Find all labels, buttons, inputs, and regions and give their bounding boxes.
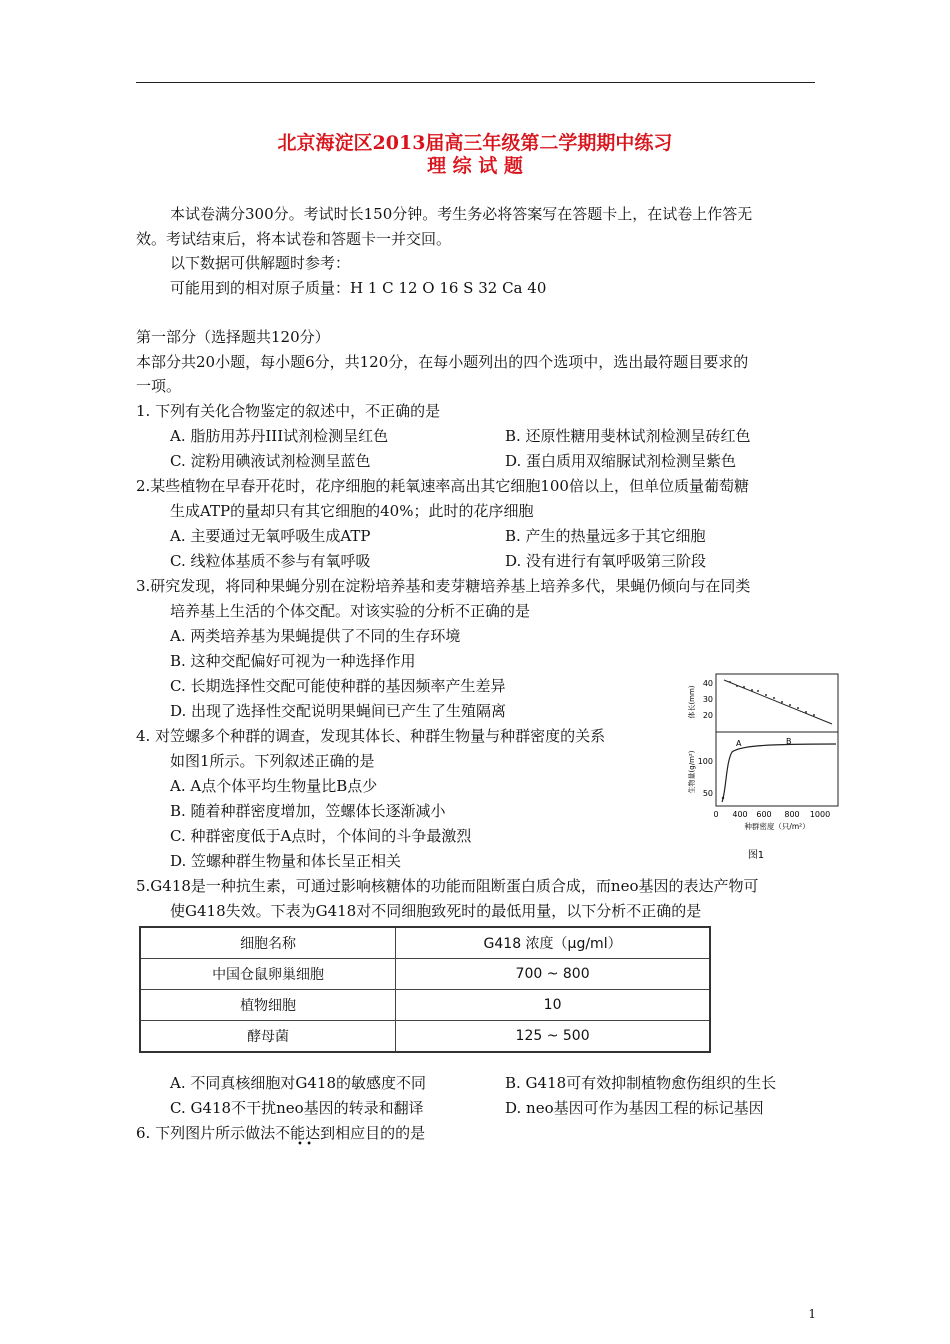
q5-stem-1: 5.G418是一种抗生素，可通过影响核糖体的功能而阻断蛋白质合成，而neo基因的表达产物可 [136, 877, 759, 895]
q1-option-a: A. 脂肪用苏丹III试剂检测呈红色 [170, 427, 389, 445]
q1-option-d: D. 蛋白质用双缩脲试剂检测呈紫色 [505, 452, 737, 470]
q6-stem: 6. 下列图片所示做法不能达到相应目的的是 [136, 1124, 426, 1142]
q1-option-b: B. 还原性糖用斐林试剂检测呈砖红色 [505, 427, 751, 445]
xtick-800: 800 [784, 810, 800, 819]
q5-stem-2: 使G418失效。下表为G418对不同细胞致死时的最低用量，以下分析不正确的是 [170, 902, 702, 920]
q5-option-d: D. neo基因可作为基因工程的标记基因 [505, 1099, 764, 1117]
table-row [140, 1021, 710, 1053]
length-trend-line [724, 680, 832, 724]
point-b-label: B [786, 737, 792, 746]
q3-stem-2: 培养基上生活的个体交配。对该实验的分析不正确的是 [170, 602, 531, 620]
part1-desc-2: 一项。 [136, 377, 182, 395]
bottom-ylabel: 生物量(g/m²) [688, 750, 696, 794]
q4-stem-2: 如图1所示。下列叙述正确的是 [170, 752, 375, 770]
biomass-point [722, 797, 724, 799]
top-ytick-20: 20 [702, 711, 713, 720]
figure-1 [682, 672, 842, 864]
q3-option-c: C. 长期选择性交配可能使种群的基因频率产生差异 [170, 677, 506, 695]
q4-option-b: B. 随着种群密度增加，笠螺体长逐渐减小 [170, 802, 446, 820]
q5-option-b: B. G418可有效抑制植物愈伤组织的生长 [505, 1074, 777, 1092]
q4-stem-1: 4. 对笠螺多个种群的调查，发现其体长、种群生物量与种群密度的关系 [136, 727, 606, 745]
table-row [140, 959, 710, 990]
top-rule [136, 82, 815, 83]
xtick-400: 400 [732, 810, 748, 819]
q3-option-b: B. 这种交配偏好可视为一种选择作用 [170, 652, 416, 670]
intro-line-2: 效。考试结束后，将本试卷和答题卡一并交回。 [136, 230, 452, 248]
length-points [729, 681, 815, 716]
top-ylabel: 体长(mm) [688, 685, 696, 719]
biomass-curve [722, 744, 836, 802]
bottom-ytick-50: 50 [702, 789, 713, 798]
xtick-1000: 1000 [809, 810, 831, 819]
table-header-cell: G418 浓度（μg/ml） [396, 927, 710, 959]
q2-option-d: D. 没有进行有氧呼吸第三阶段 [505, 552, 707, 570]
q4-option-d: D. 笠螺种群生物量和体长呈正相关 [170, 852, 402, 870]
table-cell: 中国仓鼠卵巢细胞 [140, 959, 396, 990]
q1-option-c: C. 淀粉用碘液试剂检测呈蓝色 [170, 452, 371, 470]
intro-line-1: 本试卷满分300分。考试时长150分钟。考生务必将答案写在答题卡上，在试卷上作答无 [170, 205, 753, 223]
xlabel: 种群密度（只/m²） [744, 822, 810, 831]
page-number: 1 [808, 1307, 816, 1321]
exam-title: 北京海淀区2013届高三年级第二学期期中练习 [277, 132, 673, 154]
q1-stem: 1. 下列有关化合物鉴定的叙述中，不正确的是 [136, 402, 441, 420]
q4-option-c: C. 种群密度低于A点时，个体间的斗争最激烈 [170, 827, 472, 845]
table-cell: 700 ~ 800 [396, 959, 710, 990]
top-ytick-40: 40 [702, 679, 713, 688]
q3-stem-1: 3.研究发现，将同种果蝇分别在淀粉培养基和麦芽糖培养基上培养多代，果蝇仍倾向与在同类 [136, 577, 751, 595]
q2-option-b: B. 产生的热量远多于其它细胞 [505, 527, 706, 545]
q3-option-a: A. 两类培养基为果蝇提供了不同的生存环境 [170, 627, 461, 645]
q2-option-c: C. 线粒体基质不参与有氧呼吸 [170, 552, 371, 570]
q2-option-a: A. 主要通过无氧呼吸生成ATP [170, 527, 371, 545]
table-cell: 10 [396, 990, 710, 1021]
xtick-600: 600 [756, 810, 772, 819]
table-cell: 植物细胞 [140, 990, 396, 1021]
table-header-row [140, 927, 710, 959]
intro-reference: 以下数据可供解题时参考： [170, 254, 351, 272]
part1-desc-1: 本部分共20小题，每小题6分，共120分，在每小题列出的四个选项中，选出最符题目要求的 [136, 353, 749, 371]
q3-option-d: D. 出现了选择性交配说明果蝇间已产生了生殖隔离 [170, 702, 507, 720]
top-ytick-30: 30 [702, 695, 713, 704]
xtick-0: 0 [713, 810, 719, 819]
part1-heading: 第一部分（选择题共120分） [136, 328, 330, 346]
table-cell: 酵母菌 [140, 1021, 396, 1053]
emphasis-dots: • • [297, 1139, 312, 1150]
atomic-masses: 可能用到的相对原子质量：H 1 C 12 O 16 S 32 Ca 40 [170, 279, 547, 297]
g418-table [139, 926, 711, 1053]
table-cell: 125 ~ 500 [396, 1021, 710, 1053]
point-a-label: A [736, 739, 742, 748]
q4-option-a: A. A点个体平均生物量比B点少 [170, 777, 378, 795]
q5-option-a: A. 不同真核细胞对G418的敏感度不同 [170, 1074, 426, 1092]
exam-subtitle: 理 综 试 题 [427, 155, 523, 177]
figure-caption: 图1 [747, 850, 765, 861]
table-header-cell: 细胞名称 [140, 927, 396, 959]
table-row [140, 990, 710, 1021]
q2-stem-2: 生成ATP的量却只有其它细胞的40%；此时的花序细胞 [170, 502, 534, 520]
q5-option-c: C. G418不干扰neo基因的转录和翻译 [170, 1099, 424, 1117]
bottom-ytick-100: 100 [697, 757, 713, 766]
q2-stem-1: 2.某些植物在早春开花时，花序细胞的耗氧速率高出其它细胞100倍以上，但单位质量葡萄糖 [136, 477, 749, 495]
